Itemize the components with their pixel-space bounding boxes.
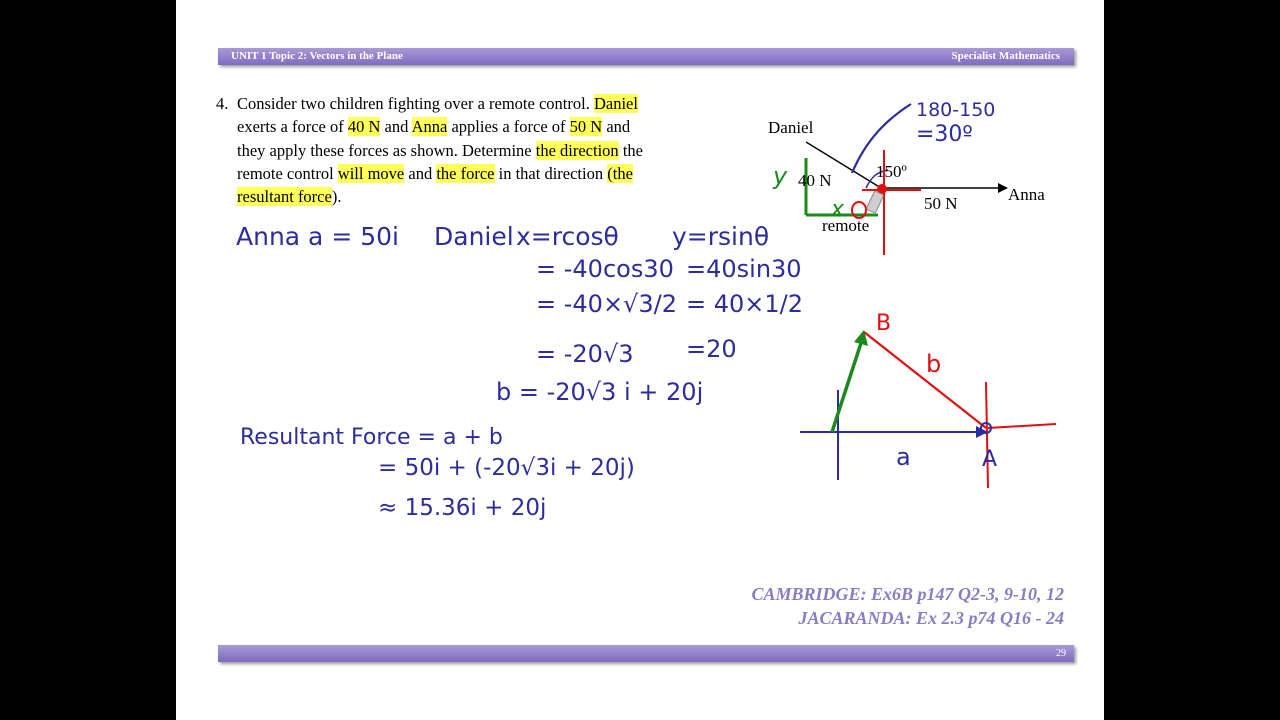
question-text-run: remote control (237, 163, 338, 183)
question-text-run: Consider two children fighting over a remote control. (237, 94, 594, 113)
working-daniel-label: Daniel (434, 222, 514, 251)
question-text-run: in that direction (494, 163, 608, 183)
header-subject: Specialist Mathematics (951, 50, 1060, 62)
question-text-run: and (404, 163, 437, 183)
working-x-line: x=rcosθ (516, 222, 619, 251)
working-x-line: = -20√3 (536, 340, 634, 368)
working-y-line: =40sin30 (686, 255, 802, 283)
footer-bar (218, 645, 1074, 662)
highlighted-text: Daniel (593, 94, 638, 113)
highlighted-text: Anna (411, 117, 448, 137)
question-text-run: and (380, 117, 412, 137)
question-text-run: and (602, 117, 631, 137)
working-y-line: = 40×1/2 (686, 290, 804, 318)
question-text-run: applies a force of (447, 117, 570, 137)
working-x-line: = -40cos30 (536, 255, 674, 283)
note-line-1: 180-150 (916, 99, 996, 121)
working-anna: Anna a = 50i (236, 222, 399, 251)
label-anna: Anna (1008, 185, 1045, 204)
highlighted-text: the force (436, 163, 495, 183)
reference-cambridge: CAMBRIDGE: Ex6B p147 Q2-3, 9-10, 12 (751, 584, 1064, 604)
question-text-run: exerts a force of (237, 117, 348, 137)
label-force-daniel: 40 N (798, 171, 832, 190)
label-y-component: y (773, 162, 788, 190)
page-number: 29 (1056, 648, 1066, 659)
label-x-component: x (831, 197, 845, 222)
label-vector-a: a (896, 443, 911, 471)
working-y-line: y=rsinθ (672, 222, 770, 251)
label-remote: remote (822, 216, 870, 235)
highlighted-text: will move (337, 163, 405, 183)
note-line-2: =30º (916, 122, 973, 147)
question-text-run: the (618, 140, 643, 160)
label-daniel: Daniel (768, 118, 814, 137)
label-point-b: B (876, 311, 892, 336)
question-number: 4. (216, 94, 229, 113)
label-vector-b: b (926, 350, 942, 378)
highlighted-text: the direction (535, 140, 619, 160)
highlighted-text: 50 N (569, 117, 603, 137)
highlighted-text: (the (607, 163, 633, 183)
working-resultant: ≈ 15.36i + 20j (378, 495, 547, 521)
reference-jacaranda: JACARANDA: Ex 2.3 p74 Q16 - 24 (798, 608, 1064, 628)
working-x-line: = -40×√3/2 (536, 290, 677, 318)
slide-page (176, 0, 1104, 720)
header-topic: UNIT 1 Topic 2: Vectors in the Plane (231, 50, 403, 62)
highlighted-text: resultant force (237, 187, 332, 207)
working-y-line: =20 (686, 335, 737, 363)
question-text-run: ). (331, 187, 342, 207)
label-point-a: A (982, 447, 998, 472)
label-angle: 150º (876, 162, 907, 181)
question-text-run: they apply these forces as shown. Determine (237, 140, 536, 160)
exercise-references (751, 582, 1064, 630)
highlighted-text: 40 N (347, 117, 381, 137)
label-force-anna: 50 N (924, 194, 958, 213)
working-resultant: = 50i + (-20√3i + 20j) (378, 455, 635, 481)
working-b-vector: b = -20√3 i + 20j (496, 378, 704, 406)
working-resultant: Resultant Force = a + b (240, 425, 503, 450)
